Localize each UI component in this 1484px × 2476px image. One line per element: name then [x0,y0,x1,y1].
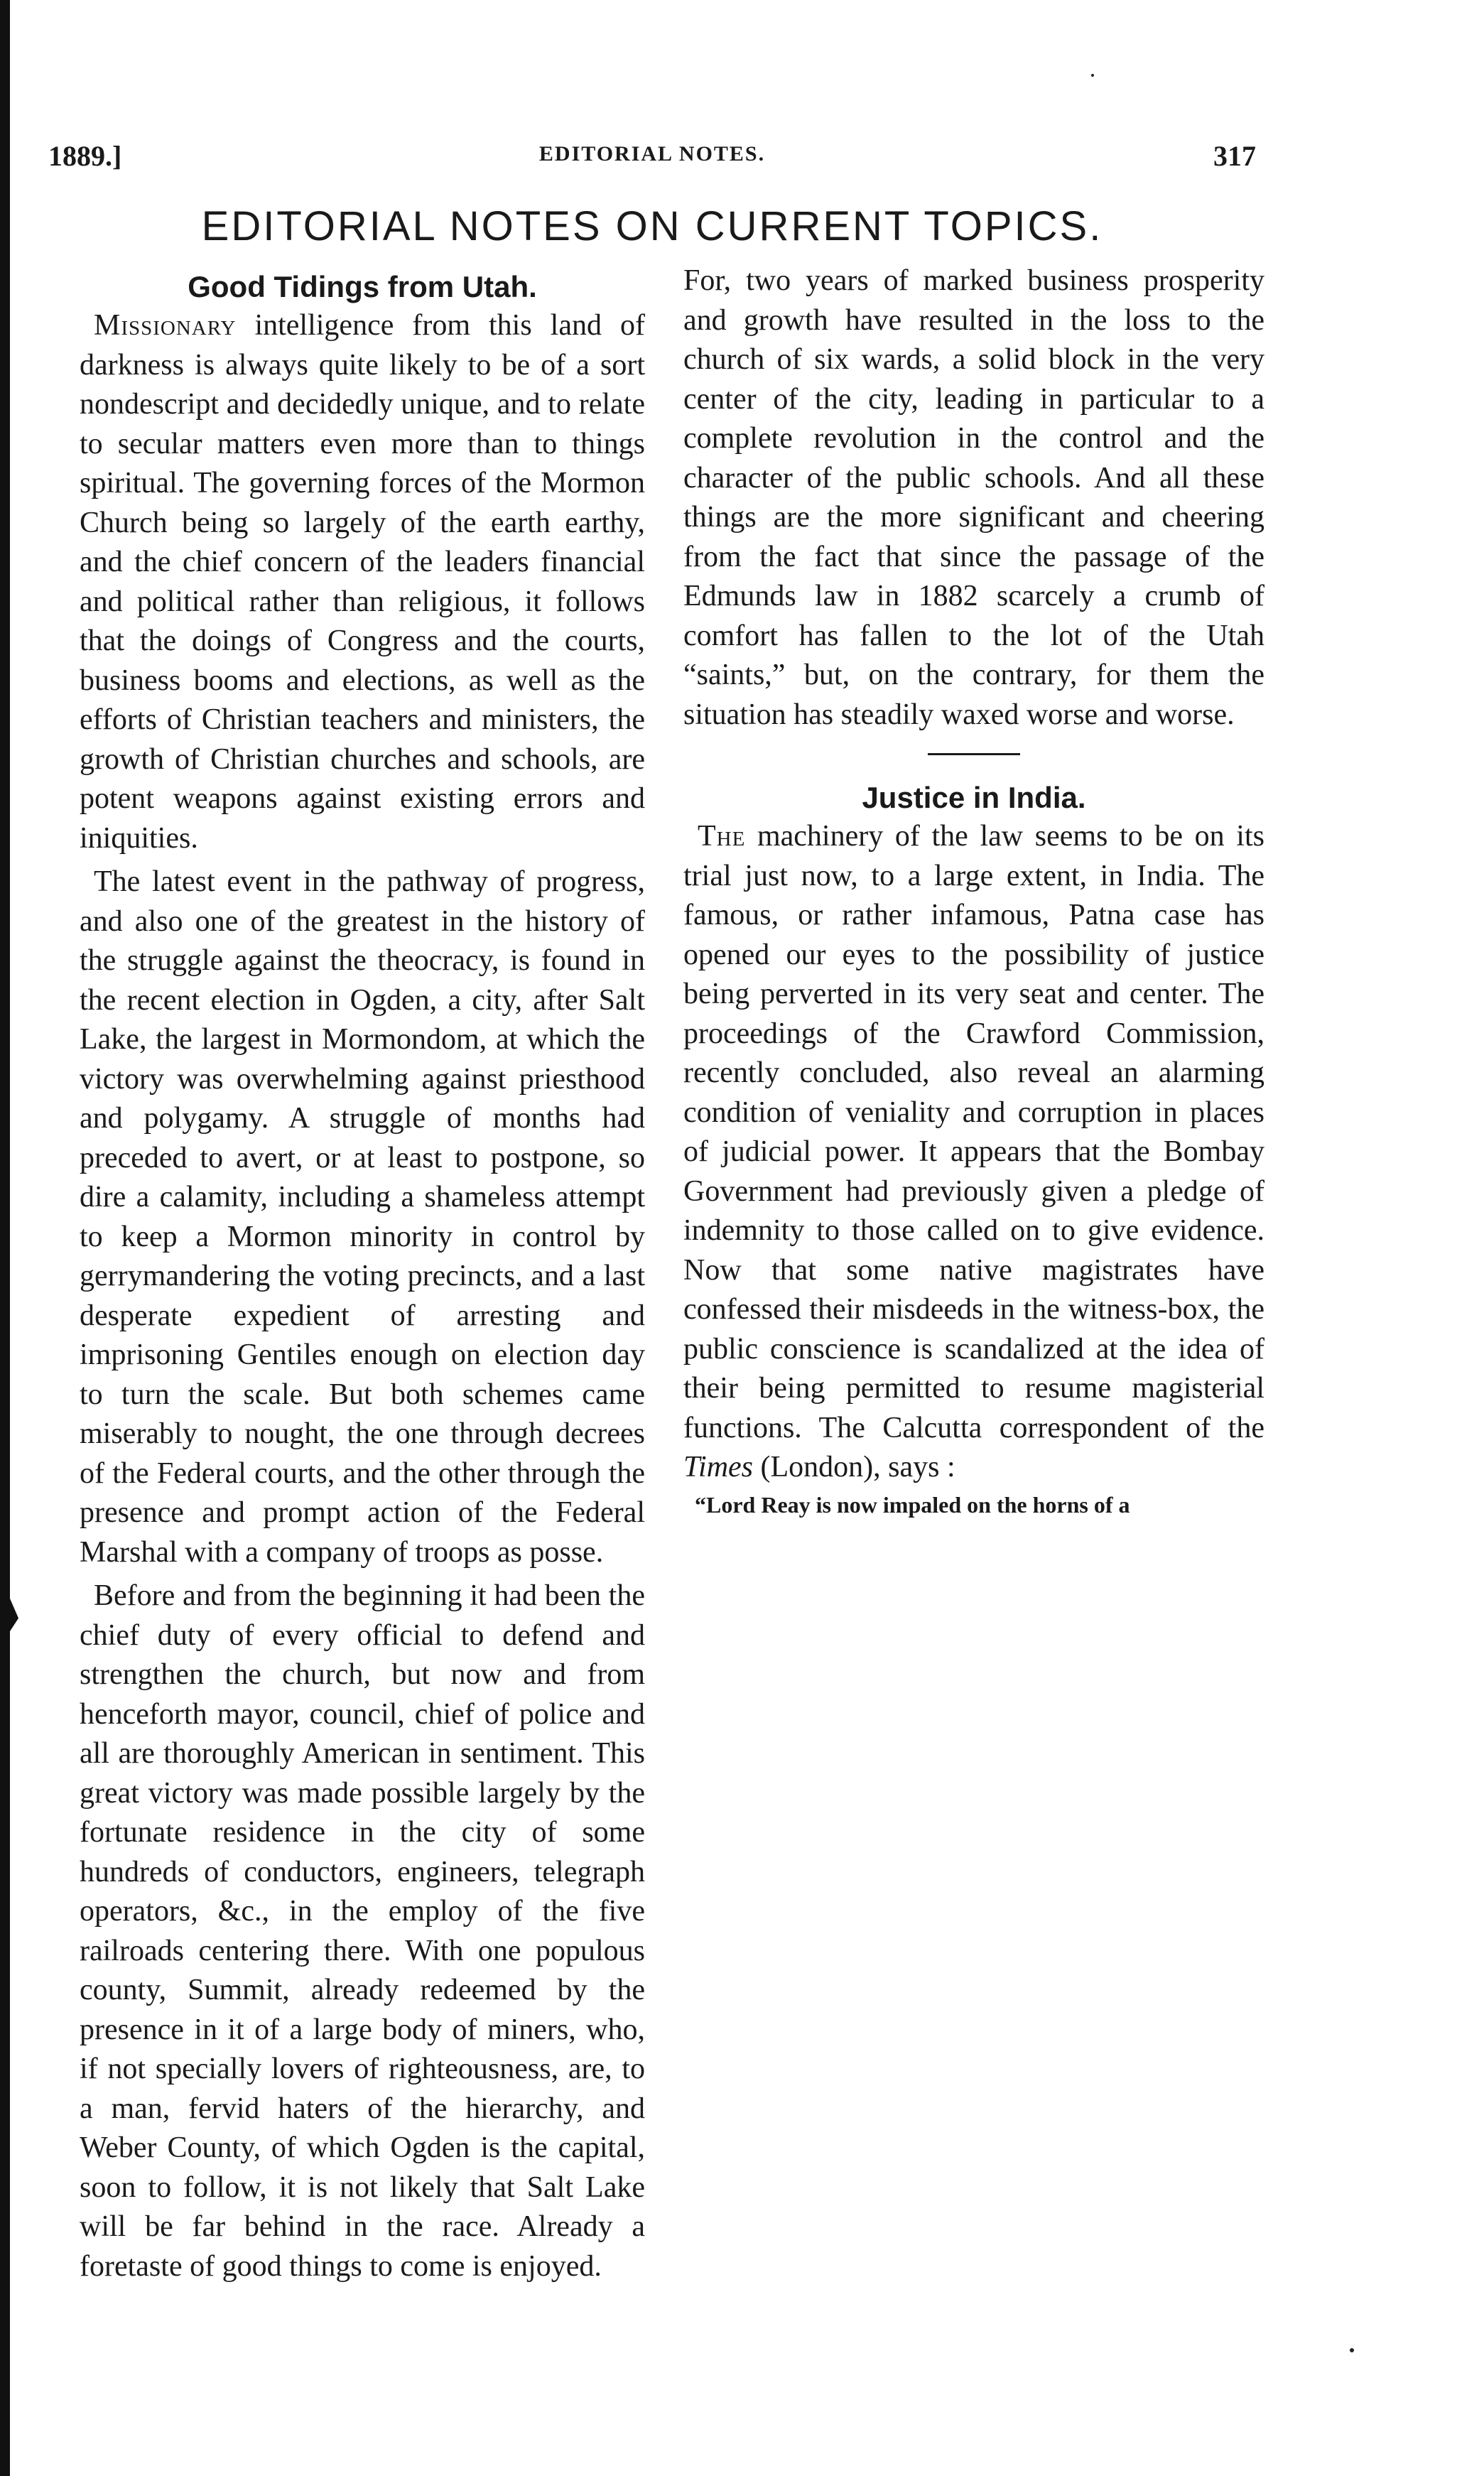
paragraph-text-tail: (London), says : [753,1451,955,1483]
article-india-paragraph-1 [683,817,1264,1488]
article-heading-india: Justice in India. [862,781,1086,814]
article-utah-paragraph-3-continued: For, two years of marked business prosperity and growth have resulted in the loss to the church of six wards, a solid block in the very center of the city, leading in particular to a complete revolution in the control and the character of the public schools. And all these things are the more significant and cheering from the fact that since the passage of the Edmunds law in 1882 scarcely a crumb of comfort has fallen to the lot of the Utah “saints,” but, on the contrary, for them the situation has steadily waxed worse and worse. [683,264,1264,731]
right-column [683,261,1264,1519]
section-divider-rule [928,753,1020,755]
left-column [80,261,645,2286]
running-head-section: EDITORIAL NOTES. [538,142,766,166]
drop-word: The [698,820,746,853]
article-utah-paragraph-1 [80,306,645,858]
drop-word: Missionary [94,309,237,342]
scan-page-edge [0,0,10,2476]
newspaper-title: Times [683,1451,754,1483]
article-utah-paragraph-2: The latest event in the pathway of progress, and also one of the greatest in the history of the struggle against the theocracy, is found in the recent election in Ogden, a city, after Salt Lake, the largest in Mormondom, at which the victory was overwhelming against priesthood and polygamy. A struggle of months had preceded to avert, or at least to postpone, so dire a calamity, including a shameless attempt to keep a Mormon minority in control by gerrymandering the voting precincts, and a last desperate expedient of arresting and imprisoning Gentiles enough on election day to turn the scale. But both schemes came miserably to nought, the one through decrees of the Federal courts, and the other through the presence and prompt action of the Federal Marshal with a company of troops as posse. [80,865,645,1569]
scan-speck [1350,2348,1354,2352]
scan-speck [1091,74,1094,77]
page-title: EDITORIAL NOTES ON CURRENT TOPICS. [201,203,1103,249]
running-head [48,139,1256,179]
paragraph-text: intelligence from this land of darkness is always quite likely to be of a sort nondescript and decidedly unique, and to relate to secular matters even more than to things spiritual. The governing forces of the Mormon Church being so largely of the earth earthy, and the chief concern of the leaders financial and political rather than religious, it follows that the doings of Congress and the courts, business booms and elections, as well as the efforts of Christian teachers and ministers, the growth of Christian churches and schools, are potent weapons against existing errors and iniquities. [80,309,645,855]
paragraph-text: machinery of the law seems to be on its trial just now, to a large extent, in India. The famous, or rather infamous, Patna case has opened our eyes to the possibility of justice being perverted in its very seat and center. The proceedings of the Crawford Commission, recently concluded, also reveal an alarming condition of veniality and corruption in places of judicial power. It appears that the Bombay Government had previously given a pledge of indemnity to those called on to give evidence. Now that some native magistrates have confessed their misdeeds in the witness-box, the public conscience is scandalized at the idea of their being permitted to resume magisterial functions. The Calcutta correspondent of the [683,820,1264,1444]
article-utah-paragraph-3: Before and from the beginning it had been the chief duty of every official to defend and strengthen the church, but now and from henceforth mayor, council, chief of police and all are thoroughly American in sentiment. This great victory was made possible largely by the fortunate residence in the city of some hundreds of conductors, engineers, telegraph operators, &c., in the employ of the five railroads centering there. With one populous county, Summit, already redeemed by the presence in it of a large body of miners, who, if not specially lovers of righteousness, are, to a man, fervid haters of the hierarchy, and Weber County, of which Ogden is the capital, soon to follow, it is not likely that Salt Lake will be far behind in the race. Already a foretaste of good things to come is enjoyed. [80,1579,645,2283]
page-number: 317 [1213,140,1256,172]
block-quote: “Lord Reay is now impaled on the horns of a [695,1491,1130,1518]
article-heading-utah: Good Tidings from Utah. [188,270,537,303]
running-head-year: 1889.] [48,140,122,172]
scan-edge-mark [10,1599,18,1631]
